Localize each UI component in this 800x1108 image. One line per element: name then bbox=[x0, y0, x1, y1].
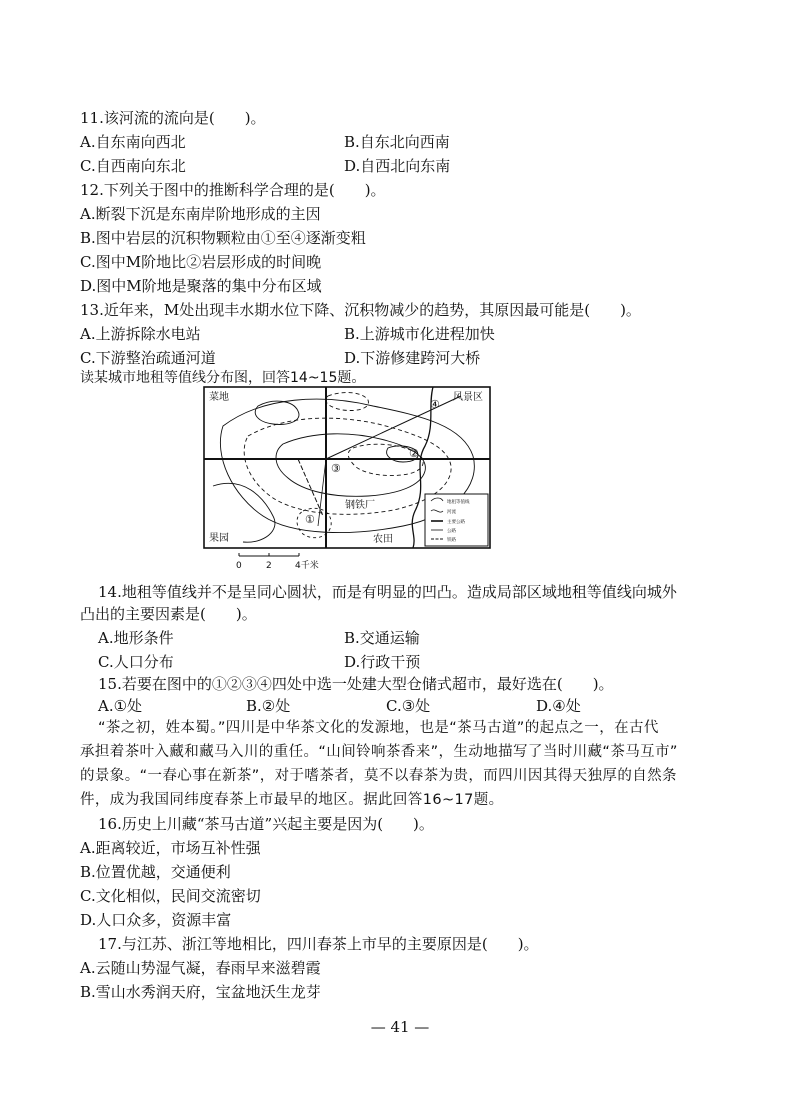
q15-option-d: D.④处 bbox=[536, 697, 581, 715]
q12-stem: 12.下列关于图中的推断科学合理的是( )。 bbox=[80, 181, 386, 199]
passage-line-3: 的景象。“一春心事在新茶”，对于嗜茶者，莫不以春茶为贵，而四川因其得天独厚的自然条 bbox=[80, 768, 677, 784]
q12-option-d: D.图中M阶地是聚落的集中分布区域 bbox=[80, 277, 322, 295]
label-scenic: 风景区 bbox=[453, 392, 483, 403]
q14-option-c: C.人口分布 bbox=[98, 653, 174, 671]
label-orchard: 果园 bbox=[209, 533, 229, 544]
scale-tick-2: 2 bbox=[266, 561, 272, 571]
q11-stem: 11.该河流的流向是( )。 bbox=[80, 109, 266, 127]
map-point-3: ③ bbox=[331, 462, 341, 475]
q16-option-b: B.位置优越，交通便利 bbox=[80, 863, 231, 881]
map-point-1: ① bbox=[305, 513, 315, 526]
q16-stem: 16.历史上川藏“茶马古道”兴起主要是因为( )。 bbox=[98, 815, 434, 833]
map-point-2: ② bbox=[409, 447, 419, 460]
q11-option-c: C.自西南向东北 bbox=[80, 157, 186, 175]
q13-stem: 13.近年来，M处出现丰水期水位下降、沉积物减少的趋势，其原因最可能是( )。 bbox=[80, 301, 641, 319]
passage-line-4: 件，成为我国同纬度春茶上市最早的地区。据此回答16~17题。 bbox=[80, 792, 504, 808]
q12-option-a: A.断裂下沉是东南岸阶地形成的主因 bbox=[80, 205, 321, 223]
legend-contour: 地租等值线 bbox=[447, 500, 470, 505]
q11-option-d: D.自西北向东南 bbox=[344, 157, 451, 175]
page-number: — 41 — bbox=[370, 1018, 430, 1036]
map-point-4: ④ bbox=[430, 398, 440, 411]
label-vegetable: 菜地 bbox=[209, 392, 229, 403]
q11-option-a: A.自东南向西北 bbox=[80, 133, 186, 151]
q14-option-a: A.地形条件 bbox=[98, 629, 174, 647]
passage-line-2: 承担着茶叶入藏和藏马入川的重任。“山间铃响茶香来”，生动地描写了当时川藏“茶马互市” bbox=[80, 744, 678, 760]
q13-option-a: A.上游拆除水电站 bbox=[80, 325, 201, 343]
legend-railway: 铁路 bbox=[447, 538, 456, 543]
q15-option-a: A.①处 bbox=[98, 697, 143, 715]
q17-option-b: B.雪山水秀润天府，宝盆地沃生龙芽 bbox=[80, 983, 321, 1001]
q14-option-d: D.行政干预 bbox=[344, 653, 421, 671]
q13-option-d: D.下游修建跨河大桥 bbox=[344, 349, 481, 367]
intro-14-15: 读某城市地租等值线分布图，回答14~15题。 bbox=[80, 370, 366, 386]
map-scale-bar bbox=[233, 550, 353, 572]
q13-option-b: B.上游城市化进程加快 bbox=[344, 325, 495, 343]
scale-tick-4: 4千米 bbox=[295, 561, 319, 571]
legend-main-road: 主要公路 bbox=[447, 520, 465, 525]
q14-stem-line1: 14.地租等值线并不是呈同心圆状，而是有明显的凹凸。造成局部区域地租等值线向城外 bbox=[98, 583, 677, 601]
label-farmland: 农田 bbox=[373, 534, 393, 545]
land-rent-map bbox=[203, 386, 491, 549]
q12-option-c: C.图中M阶地比②岩层形成的时间晚 bbox=[80, 253, 322, 271]
q14-stem-line2: 凸出的主要因素是( )。 bbox=[80, 605, 257, 623]
scale-tick-0: 0 bbox=[236, 561, 242, 571]
legend-road: 公路 bbox=[447, 529, 456, 534]
q16-option-d: D.人口众多，资源丰富 bbox=[80, 911, 232, 929]
passage-line-1: “茶之初，姓本蜀。”四川是中华茶文化的发源地，也是“茶马古道”的起点之一，在古代 bbox=[98, 720, 659, 736]
q13-option-c: C.下游整治疏通河道 bbox=[80, 349, 216, 367]
q15-option-c: C.③处 bbox=[386, 697, 431, 715]
label-steel: 钢铁厂 bbox=[345, 500, 375, 511]
q16-option-a: A.距离较近，市场互补性强 bbox=[80, 839, 261, 857]
q15-option-b: B.②处 bbox=[246, 697, 291, 715]
legend-river: 河流 bbox=[447, 510, 456, 515]
q14-option-b: B.交通运输 bbox=[344, 629, 420, 647]
q12-option-b: B.图中岩层的沉积物颗粒由①至④逐渐变粗 bbox=[80, 229, 366, 247]
q17-option-a: A.云随山势湿气凝，春雨早来滋碧霞 bbox=[80, 959, 321, 977]
q16-option-c: C.文化相似，民间交流密切 bbox=[80, 887, 261, 905]
q17-stem: 17.与江苏、浙江等地相比，四川春茶上市早的主要原因是( )。 bbox=[98, 935, 539, 953]
q15-stem: 15.若要在图中的①②③④四处中选一处建大型仓储式超市，最好选在( )。 bbox=[98, 675, 614, 693]
q11-option-b: B.自东北向西南 bbox=[344, 133, 450, 151]
